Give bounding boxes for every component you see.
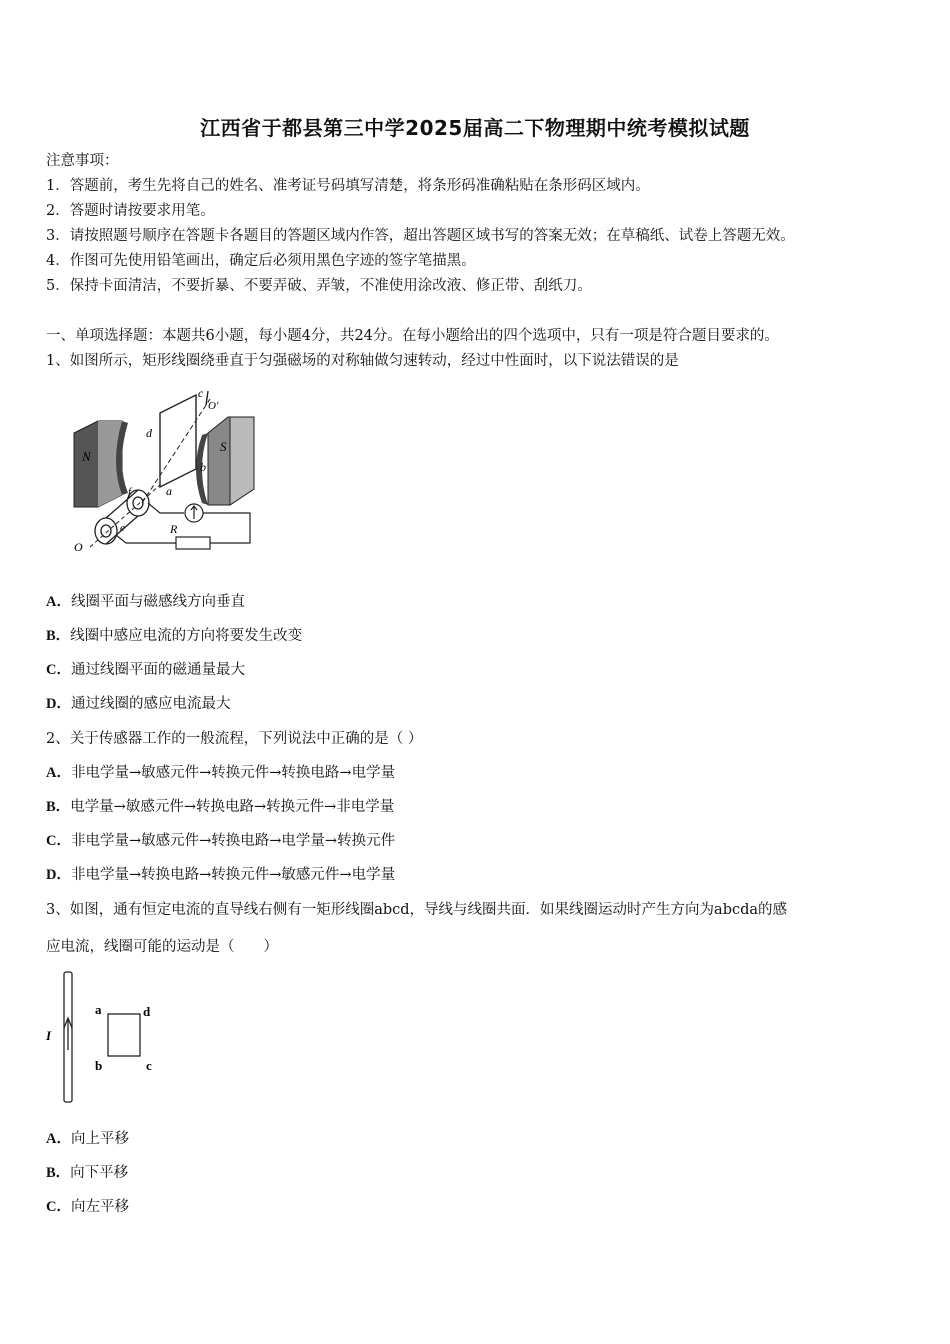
- label-e: e: [120, 522, 125, 534]
- notice-item-5: 5．保持卡面清洁，不要折暴、不要弄破、弄皱，不准使用涂改液、修正带、刮纸刀。: [46, 278, 592, 294]
- q1-option-d-letter: D．: [46, 696, 71, 712]
- q2-stem: 2、关于传感器工作的一般流程，下列说法中正确的是（ ）: [46, 731, 423, 747]
- q3-option-a-text: 向上平移: [70, 1131, 129, 1147]
- label-s: S: [220, 439, 227, 454]
- notice-item-1: 1．答题前，考生先将自己的姓名、准考证号码填写清楚，将条形码准确粘贴在条形码区域内。: [46, 178, 650, 194]
- label-b: b: [200, 460, 206, 474]
- generator-figure: [70, 385, 270, 557]
- label-n: N: [82, 449, 91, 464]
- q1-option-c[interactable]: [46, 660, 245, 680]
- label-loop-d: d: [143, 1004, 151, 1019]
- q2-option-a[interactable]: [46, 763, 395, 783]
- notice-item-3: 3．请按照题号顺序在答题卡各题目的答题区域内作答，超出答题区域书写的答案无效；在草稿纸、试卷上答题无效。: [46, 228, 795, 244]
- notice-item-2: 2．答题时请按要求用笔。: [46, 203, 215, 219]
- q2-option-a-letter: A．: [46, 765, 71, 781]
- label-current: I: [46, 1028, 52, 1043]
- notice-item-4: 4．作图可先使用铅笔画出，确定后必须用黑色字迹的签字笔描黑。: [46, 253, 476, 269]
- q1-option-c-text: 通过线圈平面的磁通量最大: [70, 662, 245, 678]
- q3-option-c-letter: C．: [46, 1199, 71, 1215]
- q2-option-c-letter: C．: [46, 833, 71, 849]
- q1-option-a[interactable]: [46, 592, 245, 612]
- label-o-top: O′: [208, 400, 219, 412]
- q2-option-b-text: 电学量→敏感元件→转换电路→转换元件→非电学量: [70, 799, 395, 815]
- section-heading: 一、单项选择题：本题共6小题，每小题4分，共24分。在每小题给出的四个选项中，只有一项是符合题目要求的。: [46, 328, 779, 344]
- q1-option-b-text: 线圈中感应电流的方向将要发生改变: [70, 628, 303, 644]
- label-loop-c: c: [146, 1058, 152, 1073]
- q2-option-d[interactable]: [46, 865, 395, 885]
- q2-option-b[interactable]: [46, 797, 394, 817]
- q3-option-b-text: 向下平移: [70, 1165, 129, 1181]
- label-loop-b: b: [95, 1058, 103, 1073]
- q3-option-a[interactable]: [46, 1129, 129, 1149]
- q1-option-d-text: 通过线圈的感应电流最大: [70, 696, 231, 712]
- q2-option-a-text: 非电学量→敏感元件→转换元件→转换电路→电学量: [70, 765, 396, 781]
- q2-option-d-text: 非电学量→转换电路→转换元件→敏感元件→电学量: [70, 867, 396, 883]
- rectangular-loop: [108, 1014, 140, 1056]
- q2-option-c-text: 非电学量→敏感元件→转换电路→电学量→转换元件: [70, 833, 396, 849]
- q1-option-b[interactable]: [46, 626, 302, 646]
- q3-option-b[interactable]: [46, 1163, 128, 1183]
- label-f: f: [128, 486, 132, 498]
- label-o-bottom: O: [74, 540, 83, 554]
- label-d: d: [146, 426, 152, 440]
- q1-option-d[interactable]: [46, 694, 230, 714]
- q1-option-b-letter: B．: [46, 628, 71, 644]
- q1-option-a-letter: A．: [46, 594, 71, 610]
- external-circuit: [116, 503, 250, 549]
- wire-loop-figure: [40, 968, 170, 1108]
- label-r: R: [170, 522, 178, 536]
- label-loop-a: a: [95, 1002, 102, 1017]
- q3-option-a-letter: A．: [46, 1131, 71, 1147]
- straight-wire: [64, 972, 72, 1102]
- notice-heading: 注意事项：: [46, 153, 119, 169]
- q3-option-b-letter: B．: [46, 1165, 71, 1181]
- q2-option-c[interactable]: [46, 831, 395, 851]
- q3-stem-line1: 3、如图，通有恒定电流的直导线右侧有一矩形线圈abcd，导线与线圈共面．如果线圈运动时产生方向为abcda的感: [46, 902, 788, 918]
- q1-option-a-text: 线圈平面与磁感线方向垂直: [70, 594, 245, 610]
- q3-option-c-text: 向左平移: [70, 1199, 129, 1215]
- q3-option-c[interactable]: [46, 1197, 129, 1217]
- label-a: a: [166, 484, 172, 498]
- n-magnet: [74, 421, 128, 507]
- q2-option-b-letter: B．: [46, 799, 71, 815]
- page-title: 江西省于都县第三中学2025届高二下物理期中统考模拟试题: [200, 116, 750, 140]
- q3-stem-line2: 应电流，线圈可能的运动是（ ）: [46, 939, 278, 955]
- label-c: c: [198, 386, 204, 400]
- q1-option-c-letter: C．: [46, 662, 71, 678]
- q2-option-d-letter: D．: [46, 867, 71, 883]
- q1-stem: 1、如图所示，矩形线圈绕垂直于匀强磁场的对称轴做匀速转动，经过中性面时，以下说法错误的是: [46, 353, 679, 369]
